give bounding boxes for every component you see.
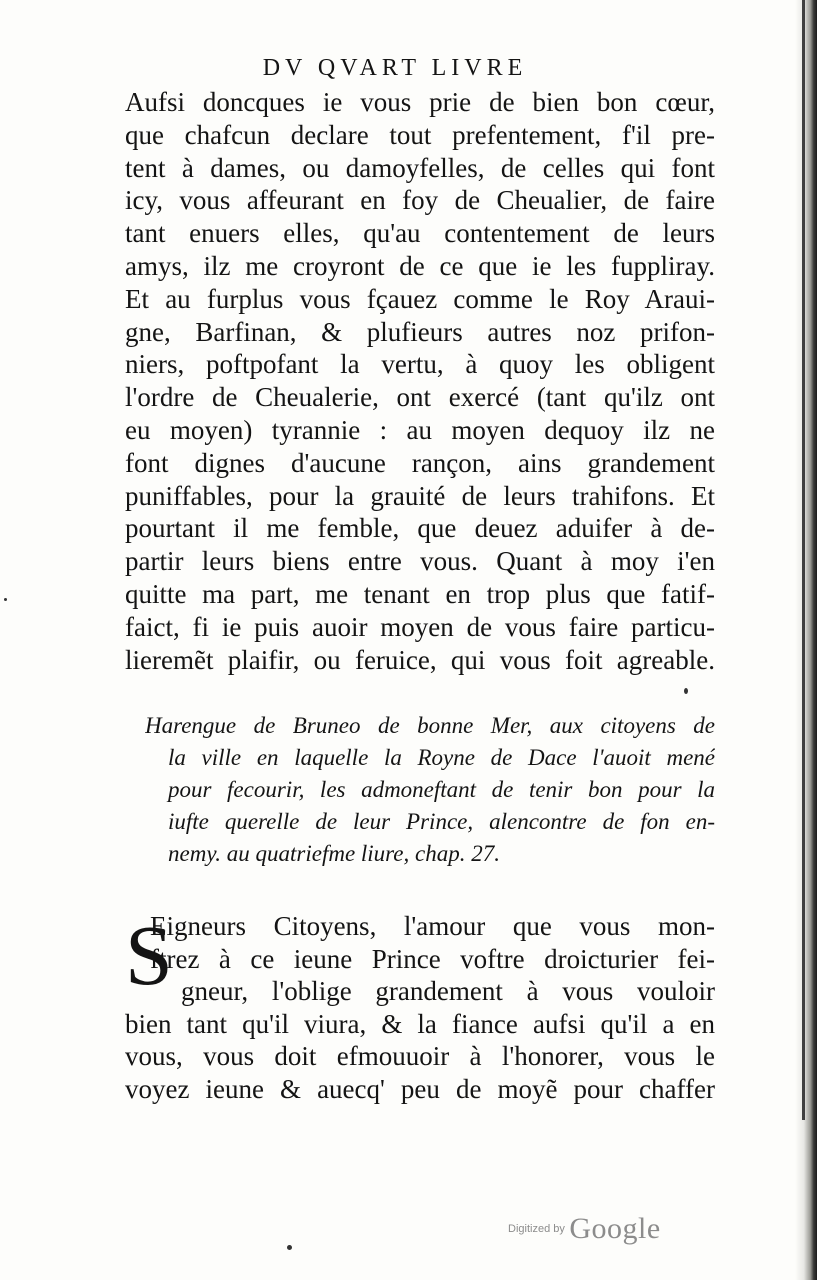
watermark-prefix: Digitized by — [508, 1223, 565, 1235]
caption-line: la ville en laquelle la Royne de Dace l'auoit mené — [168, 745, 715, 770]
text-line: Eigneurs Citoyens, l'amour que vous mon- — [150, 911, 715, 941]
text-line: gneur, l'oblige grandement à vous vouloir — [181, 976, 715, 1007]
text-line: faict, fi ie puis auoir moyen de vous faire particu- — [125, 611, 715, 642]
text-line: vous, vous doit efmouuoir à l'honorer, vous le — [125, 1041, 715, 1072]
binding-edge-line — [802, 0, 805, 1120]
paragraph-speech — [125, 86, 715, 676]
text-line: pourtant il me femble, que deuez aduifer à de- — [125, 513, 715, 544]
text-line: Aufsi doncques ie vous prie de bien bon cœur, — [125, 87, 715, 117]
google-logo: Google — [569, 1212, 661, 1245]
text-line: Et au furplus vous fçauez comme le Roy Araui- — [125, 283, 715, 314]
digitized-watermark — [508, 1212, 661, 1246]
text-line: bien tant qu'il viura, & la fiance aufsi qu'il a en — [125, 1008, 715, 1039]
caption-line: Harengue de Bruneo de bonne Mer, aux citoyens de — [145, 713, 715, 738]
caption-line: pour fecourir, les admoneftant de tenir bon pour la — [168, 777, 715, 802]
text-line: l'ordre de Cheualerie, ont exercé (tant qu'ilz ont — [125, 382, 715, 413]
text-line: que chafcun declare tout prefentement, f'il pre- — [125, 119, 715, 150]
text-line: tent à dames, ou damoyfelles, de celles qui font — [125, 152, 715, 183]
binding-shadow — [795, 0, 817, 1280]
ink-speck — [287, 1245, 292, 1250]
paragraph-harangue — [125, 907, 715, 1106]
text-line: tant enuers elles, qu'au contentement de leurs — [125, 218, 715, 249]
text-line: lieremẽt plaifir, ou feruice, qui vous foit agreable. — [125, 644, 715, 675]
text-line: niers, poftpofant la vertu, à quoy les obligent — [125, 349, 715, 380]
text-line: amys, ilz me croyront de ce que ie les fuppliray. — [125, 250, 715, 281]
text-line: voyez ieune & auecq' peu de moyẽ pour chaffer — [125, 1073, 715, 1104]
section-heading-caption — [145, 710, 715, 870]
caption-line: nemy. au quatriefme liure, chap. 27. — [168, 841, 500, 866]
ink-speck — [4, 598, 7, 601]
caption-line: iufte querelle de leur Prince, alencontre de fon en- — [168, 809, 715, 834]
text-line: gne, Barfinan, & plufieurs autres noz prifon- — [125, 316, 715, 347]
text-line: font dignes d'aucune rançon, ains grandement — [125, 447, 715, 478]
drop-cap: S — [125, 907, 173, 1003]
text-line: quitte ma part, me tenant en trop plus que fatif- — [125, 578, 715, 609]
text-line: icy, vous affeurant en foy de Cheualier, de faire — [125, 185, 715, 216]
text-line: ftrez à ce ieune Prince voftre droicturier fei- — [150, 943, 715, 974]
text-line: puniffables, pour la grauité de leurs trahifons. Et — [125, 480, 715, 511]
text-line: partir leurs biens entre vous. Quant à moy i'en — [125, 546, 715, 577]
ink-speck — [684, 688, 688, 694]
running-head: DV QVART LIVRE — [262, 55, 528, 81]
text-line: eu moyen) tyrannie : au moyen dequoy ilz ne — [125, 414, 715, 445]
